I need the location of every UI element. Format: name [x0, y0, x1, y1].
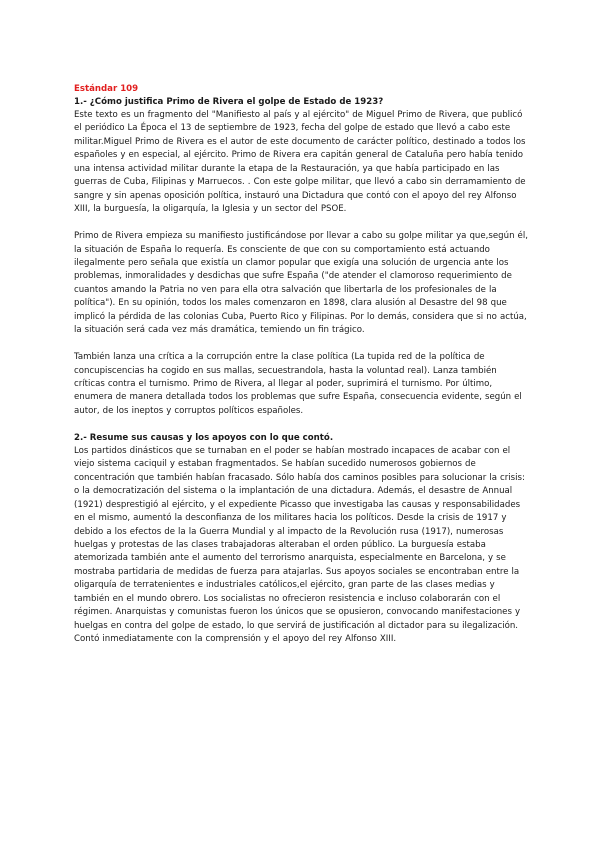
paragraph-gap — [74, 217, 529, 230]
question-2-paragraph-1: Los partidos dinásticos que se turnaban en el poder se habían mostrado incapaces de acabar con el viejo sistema caciquil y estaban fragmentados. Se habían sucedido numerosos gobiernos de concentración que también habían fracasado. Sólo había dos caminos posibles para solucionar la crisis: o la democratización del sistema o la implantación de una dictadura. Además, el desastre de Annual (1921) desprestigió al ejército, y el expediente Picasso que investigaba las causas y responsabilidades en el mismo, aumentó la desconfianza de los militares hacia los políticos. Desde la crisis de 1917 y debido a los efectos de la la Guerra Mundial y al impacto de la Revolución rusa (1917), numerosas huelgas y protestas de las clases trabajadoras alteraban el orden público. La burguesía estaba atemorizada también ante el aumento del terrorismo anarquista, especialmente en Barcelona, y se mostraba partidaria de medidas de fuerza para atajarlas. Sus apoyos sociales se encontraban entre la oligarquía de terratenientes e industriales católicos,el ejército, gran parte de las clases medias y también en el mundo obrero. Los socialistas no ofrecieron resistencia e incluso colaborarán con el régimen. Anarquistas y comunistas fueron los únicos que se opusieron, convocando manifestaciones y huelgas en contra del golpe de estado, lo que servirá de justificación al dictador para su ilegalización. Contó inmediatamente con la comprensión y el apoyo del rey Alfonso XIII. — [74, 445, 525, 645]
question-1-paragraph-2: Primo de Rivera empieza su manifiesto justificándose por llevar a cabo su golpe militar ya que,según él, la situación de España lo requería. Es consciente de que con su comportamiento está actuando ilegalmente pero señala que existía un clamor popular que exigía una solución de urgencia ante los problemas, inmoralidades y desdichas que sufre España ("de atender el clamoroso requerimiento de cuantos amando la Patria no ven para ella otra salvación que libertarla de los profesionales de la política"). En su opinión, todos los males comenzaron en 1898, clara alusión al Desastre del 98 que implicó la pérdida de las colonias Cuba, Puerto Rico y Filipinas. Por lo demás, considera que si no actúa, la situación será cada vez más dramática, temiendo un fin trágico. — [74, 231, 528, 336]
question-1-heading: 1.- ¿Cómo justifica Primo de Rivera el golpe de Estado de 1923? — [74, 97, 384, 107]
question-1-paragraph-1: Este texto es un fragmento del "Manifiesto al país y al ejército" de Miguel Primo de Rivera, que publicó el periódico La Época el 13 de septiembre de 1923, fecha del golpe de estado que llevó a cabo este militar.Miguel Primo de Rivera es el autor de este documento de carácter político, destinado a todos los españoles y en especial, al ejército. Primo de Rivera era capitán general de Cataluña pero había tenido una intensa actividad militar durante la etapa de la Restauración, ya que había participado en las guerras de Cuba, Filipinas y Marruecos. . Con este golpe militar, que llevó a cabo sin derramamiento de sangre y sin apenas oposición política, instauró una Dictadura que contó con el apoyo del rey Alfonso XIII, la burguesía, la oligarquía, la Iglesia y un sector del PSOE. — [74, 110, 526, 215]
document-page — [74, 83, 529, 647]
question-2-heading: 2.- Resume sus causas y los apoyos con lo que contó. — [74, 432, 334, 443]
paragraph-gap — [74, 418, 529, 431]
standard-heading: Estándar 109 — [74, 84, 139, 94]
question-1-paragraph-3: También lanza una crítica a la corrupción entre la clase política (La tupida red de la política de concupiscencias ha cogido en sus mallas, secuestrandola, hasta la voluntad real). Lanza también críticas contra el turnismo. Primo de Rivera, al llegar al poder, suprimirá el turnismo. Por último, enumera de manera detallada todos los problemas que sufre España, consecuencia evidente, según el autor, de los ineptos y corruptos políticos españoles. — [74, 352, 522, 416]
paragraph-gap — [74, 338, 529, 351]
